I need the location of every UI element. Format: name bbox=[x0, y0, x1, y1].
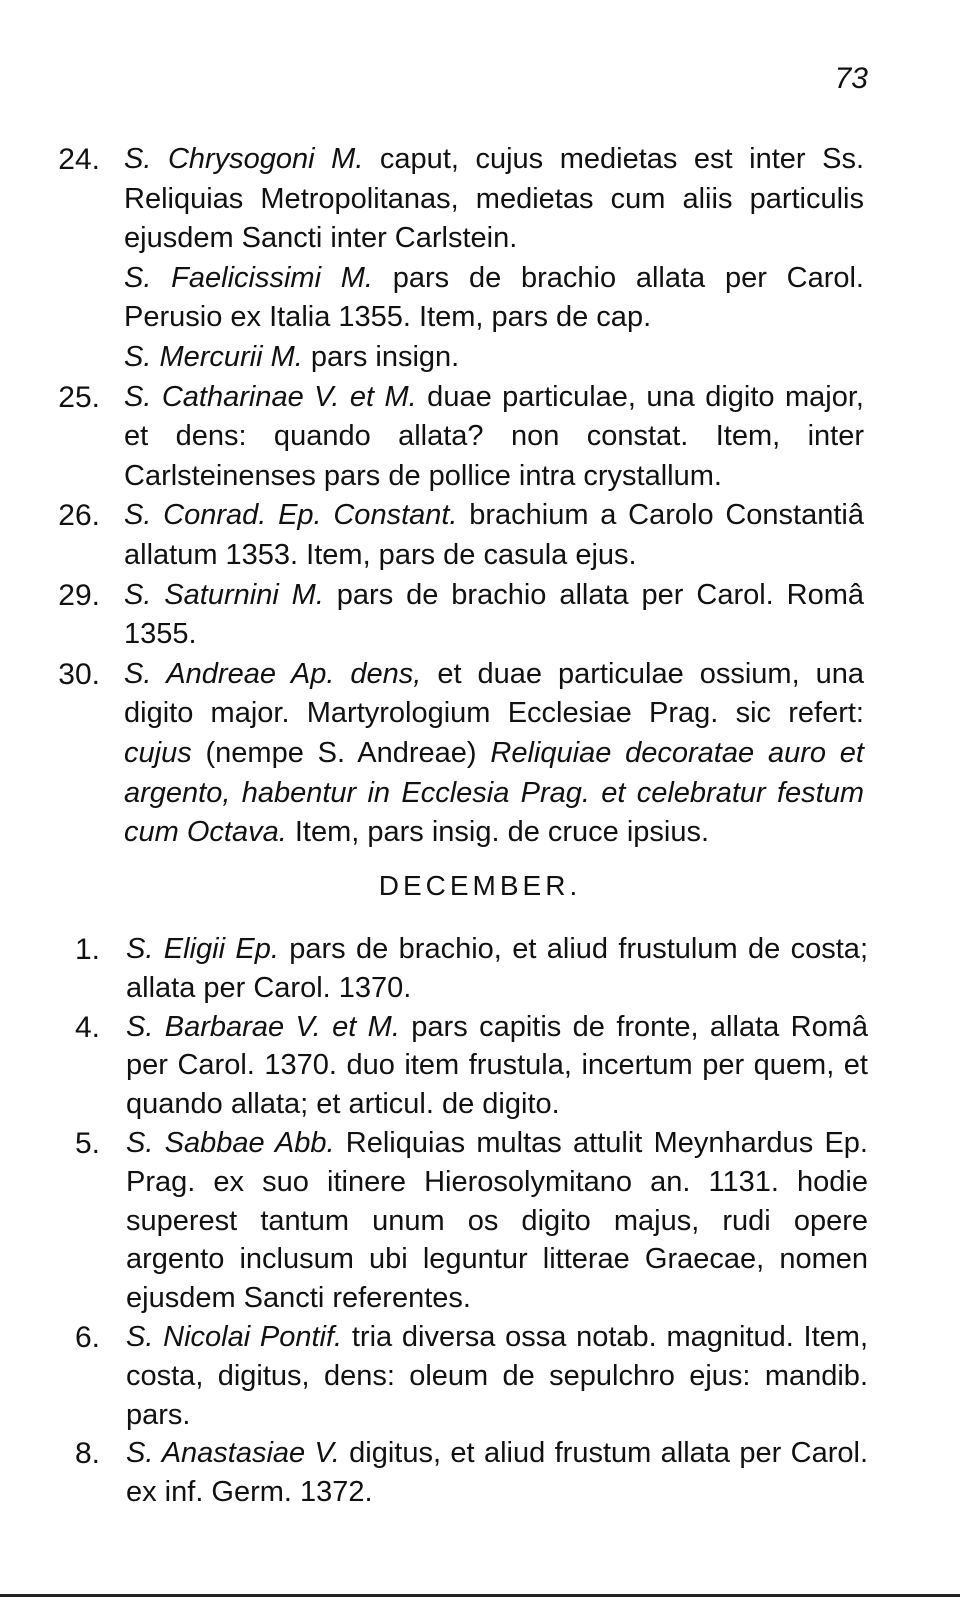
entry-body bbox=[126, 1318, 868, 1434]
saint-name: S. Nicolai Pontif. bbox=[126, 1320, 343, 1353]
entry-paragraph bbox=[124, 378, 864, 497]
entry-text: caput, cujus medietas est inter Ss. Reliquias Metropolitanas, medietas cum aliis particulis ejusdem Sancti inter Carlstein. bbox=[124, 143, 864, 255]
entry-body bbox=[124, 576, 864, 655]
december-entries bbox=[0, 930, 960, 1512]
entry-text: duae particulae, una digito major, et dens: quando allata? non constat. Item, inter Carlsteinenses pars de pollice intra crystallum. bbox=[124, 380, 864, 492]
entry-text: pars capitis de fronte, allata Româ per Carol. 1370. duo item frustula, incertum per quem, et quando allata; et articul. de digito. bbox=[126, 1010, 868, 1121]
saint-name: S. Andreae Ap. dens, bbox=[124, 657, 422, 690]
entry-body bbox=[124, 378, 864, 497]
entry-dec-1 bbox=[0, 930, 960, 1008]
entry-text: Item, pars insig. de cruce ipsius. bbox=[286, 816, 710, 849]
entry-paragraph bbox=[124, 338, 864, 378]
saint-name: S. Barbarae V. et M. bbox=[126, 1010, 400, 1043]
entry-number: 1. bbox=[74, 933, 100, 966]
saint-name: S. Mercurii M. bbox=[124, 340, 303, 373]
entry-number: 24. bbox=[58, 143, 100, 176]
entry-24 bbox=[0, 140, 960, 378]
entry-body bbox=[124, 140, 864, 378]
saint-name: S. Catharinae V. et M. bbox=[124, 380, 417, 413]
entry-number: 26. bbox=[58, 499, 100, 533]
entry-paragraph bbox=[124, 655, 864, 853]
saint-name: S. Sabbae Abb. bbox=[126, 1126, 335, 1159]
entry-text: Reliquias multas attulit Meynhardus Ep. Prag. ex suo itinere Hierosolymitano an. 1131. hodie superest tantum unum os digito majus, rudi opere argento inclusum ubi leguntur litterae Graecae, nomen ejusdem Sancti referentes. bbox=[126, 1126, 868, 1315]
saint-name: S. Conrad. Ep. Constant. bbox=[124, 499, 458, 532]
entry-paragraph bbox=[124, 496, 864, 575]
entry-number: 6. bbox=[74, 1320, 100, 1354]
november-entries bbox=[0, 140, 960, 853]
entry-text: digitus, et aliud frustum allata per Carol. ex inf. Germ. 1372. bbox=[126, 1437, 868, 1509]
saint-name: S. Faelicissimi M. bbox=[124, 261, 373, 294]
entry-body bbox=[124, 655, 864, 853]
entry-body bbox=[126, 930, 868, 1008]
page-bottom-rule bbox=[0, 1594, 960, 1597]
entry-number: 8. bbox=[74, 1437, 100, 1471]
entry-dec-5 bbox=[0, 1124, 960, 1318]
entry-number: 4. bbox=[74, 1010, 100, 1044]
entry-paragraph bbox=[124, 140, 864, 259]
entry-paragraph bbox=[124, 259, 864, 338]
entry-number: 25. bbox=[58, 380, 100, 414]
entry-body bbox=[126, 1008, 868, 1124]
quoted-passage: Reliquiae decoratae auro et argento, habentur in Ecclesia Prag. et celebratur festum cum Octava. bbox=[124, 736, 864, 849]
entry-body bbox=[124, 496, 864, 575]
entry-dec-6 bbox=[0, 1318, 960, 1434]
entry-29 bbox=[0, 576, 960, 655]
entry-text: tria diversa ossa notab. magnitud. Item, costa, digitus, dens: oleum de sepulchro ejus: mandib. pars. bbox=[126, 1320, 869, 1431]
entry-text: brachium a Carolo Constantiâ allatum 1353. Item, pars de casula ejus. bbox=[124, 499, 864, 571]
entry-text: (nempe S. Andreae) bbox=[191, 736, 491, 769]
saint-name: S. Saturnini M. bbox=[124, 578, 324, 611]
entry-dec-8 bbox=[0, 1434, 960, 1512]
saint-name: S. Chrysogoni M. bbox=[124, 143, 364, 175]
entry-text: pars de brachio allata per Carol. Perusio ex Italia 1355. Item, pars de cap. bbox=[124, 261, 864, 334]
entry-text: pars insign. bbox=[302, 340, 460, 373]
entry-body bbox=[126, 1124, 868, 1318]
quoted-word: cujus bbox=[124, 736, 192, 769]
page-number: 73 bbox=[834, 62, 868, 95]
saint-name: S. Eligii Ep. bbox=[126, 933, 279, 965]
entry-number: 5. bbox=[74, 1126, 100, 1160]
entry-number: 30. bbox=[58, 657, 100, 691]
entry-30 bbox=[0, 655, 960, 853]
saint-name: S. Anastasiae V. bbox=[126, 1437, 340, 1470]
entry-26 bbox=[0, 496, 960, 575]
entry-number: 29. bbox=[58, 578, 100, 612]
entry-paragraph bbox=[124, 576, 864, 655]
entry-text: pars de brachio allata per Carol. Româ 1355. bbox=[124, 578, 864, 651]
entry-body bbox=[126, 1434, 868, 1512]
entry-text: et duae particulae ossium, una digito major. Martyrologium Ecclesiae Prag. sic refert: bbox=[124, 657, 864, 730]
section-title: DECEMBER. bbox=[378, 870, 582, 901]
entry-dec-4 bbox=[0, 1008, 960, 1124]
entry-text: pars de brachio, et aliud frustulum de costa; allata per Carol. 1370. bbox=[126, 933, 868, 1004]
entry-25 bbox=[0, 378, 960, 497]
